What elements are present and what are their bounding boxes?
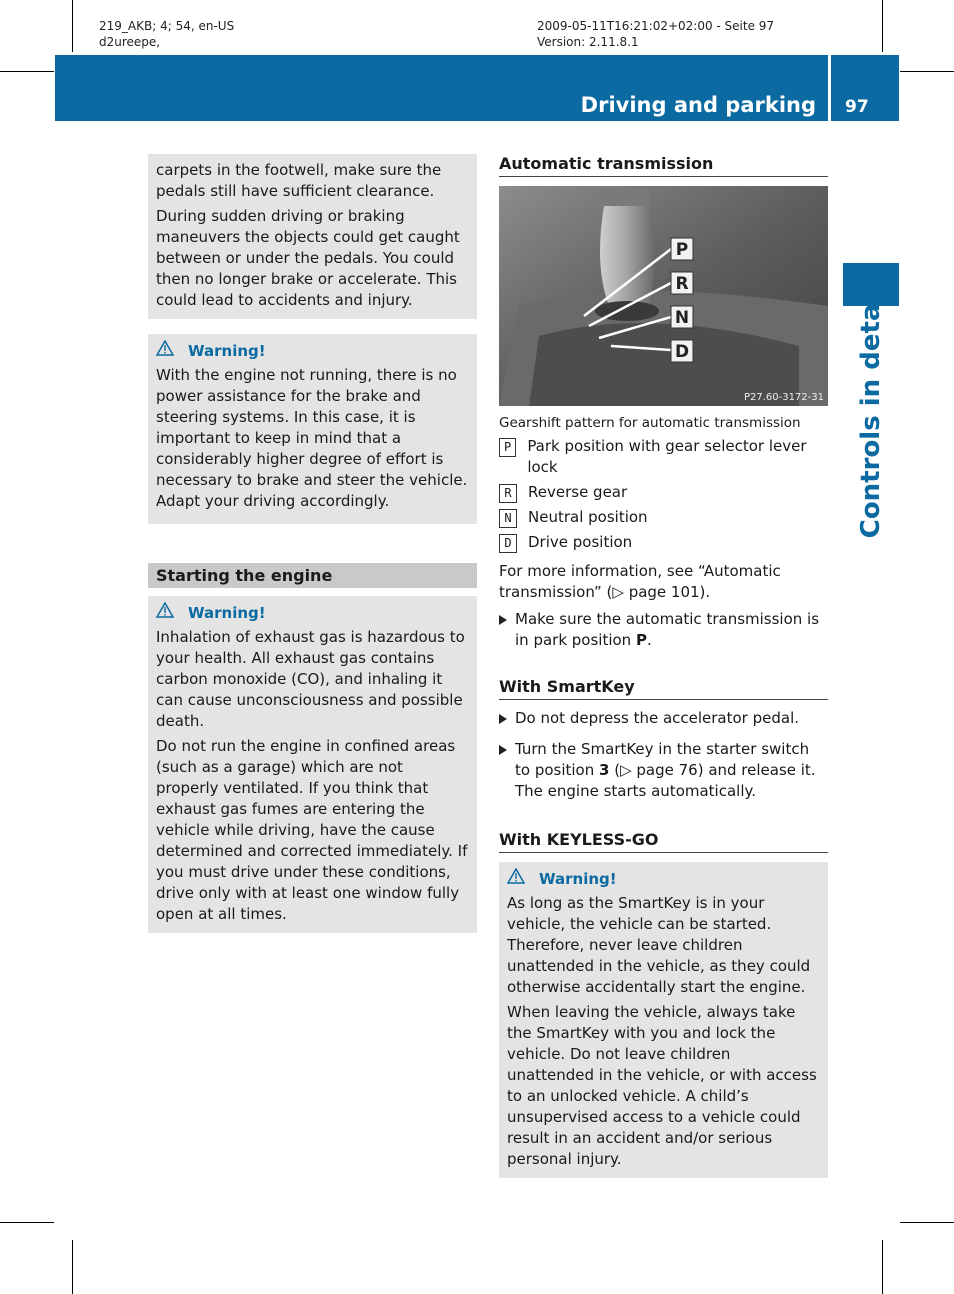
continuation-box <box>148 154 477 319</box>
gear-label-n-text: N <box>674 308 690 328</box>
section-title-starting-engine: Starting the engine <box>148 563 477 588</box>
crop-mark <box>72 1240 73 1294</box>
instruction-turn-key <box>499 739 828 802</box>
warning-box-exhaust <box>148 596 477 933</box>
instruction-text: Do not depress the accelerator pedal. <box>515 709 800 727</box>
instruction-accelerator <box>499 708 828 729</box>
position-text: Park position with gear selector lever lock <box>527 437 807 476</box>
list-item <box>499 436 828 478</box>
gearshift-photo <box>499 186 828 406</box>
warning-title: Warning! <box>188 603 266 622</box>
gear-label-p <box>671 238 693 260</box>
warning-text: With the engine not running, there is no power assistance for the brake and steering systems. In this case, it is important to keep in mind that a considerably higher degree of effort is necessary to brake and steer the vehicle. Adapt your driving accordingly. <box>156 366 468 510</box>
warning-triangle-icon <box>507 868 525 890</box>
warning-heading <box>156 340 469 362</box>
position-key-n: N <box>499 509 517 528</box>
bullet-arrow-icon <box>499 745 507 755</box>
gear-label-d <box>671 340 693 362</box>
warning-heading <box>507 868 820 890</box>
more-info-text: For more information, see “Automatic transmission” (▷ page 101). <box>499 562 781 601</box>
instruction-text: Turn the SmartKey in the starter switch to position 3 (▷ page 76) and release it. The engine starts automatically. <box>515 740 816 800</box>
instruction-result: The engine starts automatically. <box>515 782 757 800</box>
position-key-p: P <box>499 438 516 457</box>
list-item <box>499 532 828 553</box>
bullet-arrow-icon <box>499 714 507 724</box>
position-text: Drive position <box>528 533 633 551</box>
meta-left-line1: 219_AKB; 4; 54, en-US <box>99 19 235 33</box>
right-column <box>499 153 828 1178</box>
photo-code: P27.60-3172-31 <box>743 392 824 403</box>
crop-mark <box>882 1240 883 1294</box>
position-text: Neutral position <box>528 508 648 526</box>
heading-with-keyless-go: With KEYLESS-GO <box>499 829 828 853</box>
gear-label-r-text: R <box>675 274 689 294</box>
warning-box-power-assist <box>148 334 477 524</box>
position-key-d: D <box>499 534 517 553</box>
warning-text-2: Do not run the engine in confined areas (such as a garage) which are not properly ventilated. If you think that exhaust gas fumes are entering the vehicle while driving, have the cause determined and corrected immediately. If you must drive under these conditions, drive only with at least one window fully open at all times. <box>156 737 468 923</box>
page-number-box <box>831 55 899 121</box>
print-meta-left <box>99 18 234 50</box>
meta-left-line2: d2ureepe, <box>99 35 161 49</box>
crop-mark <box>0 71 54 72</box>
header-bar <box>55 55 828 121</box>
crop-mark <box>900 1222 954 1223</box>
continuation-text-1: carpets in the footwell, make sure the pedals still have sufficient clearance. <box>156 161 442 200</box>
warning-heading <box>156 602 469 624</box>
side-tab-label: Controls in detail <box>856 285 886 539</box>
chapter-title: Driving and parking <box>580 93 816 117</box>
meta-right-line1: 2009-05-11T16:21:02+02:00 - Seite 97 <box>537 19 775 33</box>
warning-title: Warning! <box>539 869 617 888</box>
gear-label-n <box>671 306 693 328</box>
warning-box-keyless <box>499 862 828 1178</box>
gear-label-d-text: D <box>674 342 690 362</box>
warning-text-2: When leaving the vehicle, always take the SmartKey with you and lock the vehicle. Do not leave children unattended in the vehicle, or with access to an unlocked vehicle. A child’s unsupervised access to a vehicle could result in an accident and/or serious personal injury. <box>507 1003 817 1168</box>
warning-title: Warning! <box>188 341 266 360</box>
print-meta-right <box>537 18 774 50</box>
crop-mark <box>0 1222 54 1223</box>
position-list <box>499 436 828 553</box>
photo-caption: Gearshift pattern for automatic transmission <box>499 415 801 431</box>
bullet-arrow-icon <box>499 615 507 625</box>
warning-text-1: Inhalation of exhaust gas is hazardous to your health. All exhaust gas contains carbon monoxide (CO), and inhaling it can cause unconsciousness and possible death. <box>156 628 465 730</box>
warning-text-1: As long as the SmartKey is in your vehicle, the vehicle can be started. Therefore, never leave children unattended in the vehicle, as they could otherwise accidentally start the engine. <box>507 894 811 996</box>
crop-mark <box>72 0 73 52</box>
crop-mark <box>900 71 954 72</box>
warning-triangle-icon <box>156 340 174 362</box>
heading-automatic-transmission: Automatic transmission <box>499 153 828 177</box>
meta-right-line2: Version: 2.11.8.1 <box>537 35 639 49</box>
gear-label-r <box>671 272 693 294</box>
crop-mark <box>882 0 883 52</box>
position-key-r: R <box>499 484 517 503</box>
list-item <box>499 507 828 528</box>
list-item <box>499 482 828 503</box>
gear-label-p-text: P <box>675 240 689 260</box>
left-column <box>148 154 477 933</box>
continuation-text-2: During sudden driving or braking maneuvers the objects could get caught between or under the pedals. You could then no longer brake or accelerate. This could lead to accidents and injury. <box>156 207 460 309</box>
position-text: Reverse gear <box>528 483 628 501</box>
heading-with-smartkey: With SmartKey <box>499 676 828 700</box>
warning-triangle-icon <box>156 602 174 624</box>
page-number: 97 <box>845 97 869 117</box>
instruction-text: Make sure the automatic transmission is in park position P. <box>515 610 820 649</box>
instruction-park <box>499 609 828 651</box>
